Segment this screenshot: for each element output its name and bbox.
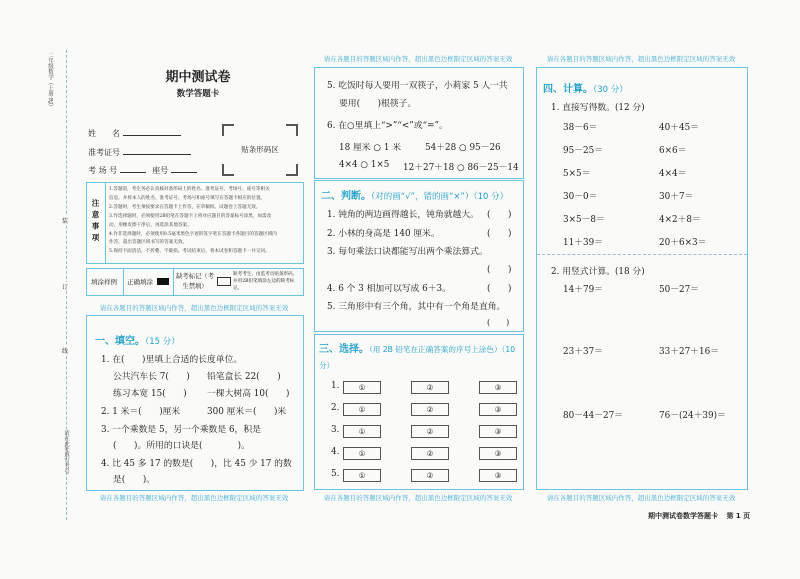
footer-page-number: 第 1 页 [726, 512, 751, 520]
section2-box [314, 180, 524, 332]
page-title: 期中测试卷 [165, 70, 231, 85]
choice-2-option-3[interactable]: ③ [479, 403, 517, 416]
binding-mark-2: 订 [62, 284, 69, 291]
notice-item: 作答，超出答题区域书写的答案无效。 [109, 240, 188, 246]
judge-item-3: 3. 每句乘法口诀都能写出两个乘法算式。 [327, 247, 488, 257]
direct-calc[interactable]: 40＋45＝ [659, 123, 699, 133]
choice-3-option-3[interactable]: ③ [479, 425, 517, 438]
filled-sample [157, 278, 169, 285]
answer-area-notice: 请在各题目的答题区域内作答，超出黑色边框限定区域的答案无效 [546, 55, 736, 63]
binding-side-text: 二年级数学（上册·RJ） [47, 52, 53, 110]
section3-box [314, 334, 524, 490]
section1-heading [95, 332, 180, 347]
direct-calc[interactable]: 5×5＝ [563, 169, 591, 179]
section1-box [86, 315, 304, 491]
choice-4-option-2[interactable]: ② [411, 447, 449, 460]
binding-mark-1: 装 [62, 218, 69, 225]
section1-heading-text: 一、填空。 [95, 336, 145, 347]
barcode-area [222, 124, 298, 176]
judge-item-4: 4. 6 个 3 相加可以写成 6＋3。 [327, 284, 451, 294]
direct-calc[interactable]: 30＋7＝ [659, 192, 694, 202]
page-subtitle: 数学答题卡 [176, 89, 220, 99]
answer-area-notice: 请在各题目的答题区域内作答，超出黑色边框限定区域的答案无效 [99, 304, 289, 312]
absent-label: 缺考标记（考生禁填） [176, 273, 214, 290]
choice-3-option-1[interactable]: ① [343, 425, 381, 438]
notice-list [109, 186, 301, 257]
binding-bottom-text: 请在此处填写考号 [63, 430, 69, 474]
judge-answer-3[interactable]: ( ) [487, 265, 512, 275]
calc-q1: 1. 直接写得数。(12 分) [551, 103, 645, 113]
vertical-calc[interactable]: 80－44－27＝ [563, 411, 623, 421]
answer-area-notice: 请在各题目的答题区域内作答，超出黑色边框限定区域的答案无效 [323, 494, 513, 502]
fill-q3-line1: 3. 一个乘数是 5，另一个乘数是 6，积是 [101, 425, 261, 435]
fill-q5-line2[interactable]: 要用( )根筷子。 [339, 99, 417, 109]
vertical-calc[interactable]: 23＋37＝ [563, 347, 603, 357]
choice-1-option-2[interactable]: ② [411, 381, 449, 394]
binding-mark-3: 线 [62, 348, 69, 355]
room-line[interactable] [120, 172, 146, 173]
choice-row-2-label: 2. [331, 403, 340, 413]
answer-area-notice: 请在各题目的答题区域内作答，超出黑色边框限定区域的答案无效 [323, 55, 513, 63]
judge-item-5: 5. 三角形中有三个角，其中有一个角是直角。 [327, 302, 506, 312]
direct-calc[interactable]: 95－25＝ [563, 146, 603, 156]
fill-q1d[interactable]: 一棵大树高 10( ) [207, 389, 290, 399]
fill-q1a[interactable]: 公共汽车长 7( ) [113, 372, 190, 382]
fill-q2a[interactable]: 2. 1 米＝( )厘米 [101, 407, 181, 417]
choice-row-3-label: 3. [331, 425, 340, 435]
compare-item-3[interactable]: 4×4 ○ 1×5 [339, 160, 390, 170]
direct-calc[interactable]: 30－0＝ [563, 192, 598, 202]
choice-row-4-label: 4. [331, 447, 340, 457]
fill-correct-label: 正确填涂 [127, 278, 153, 286]
section4-points: （30 分） [593, 85, 628, 95]
section1-continued-box [314, 67, 524, 179]
notice-title: 注意事项 [91, 199, 100, 245]
room-label: 考 场 号 [88, 166, 118, 175]
section4-box [536, 67, 748, 490]
choice-4-option-1[interactable]: ① [343, 447, 381, 460]
direct-calc[interactable]: 11＋39＝ [563, 238, 603, 248]
answer-area-notice: 请在各题目的答题区域内作答，超出黑色边框限定区域的答案无效 [546, 494, 736, 502]
choice-2-option-2[interactable]: ② [411, 403, 449, 416]
fill-q1: 1. 在( )里填上合适的长度单位。 [101, 355, 243, 365]
notice-item: 动，用橡皮擦干净后，再选涂其他答案。 [109, 222, 192, 228]
barcode-label: 贴条形码区 [241, 145, 279, 154]
absent-note: 缺考考生，由监考员贴条形码，并用2B铅笔填涂左边的缺考标记。 [233, 272, 298, 291]
calc-q2: 2. 用竖式计算。(18 分) [551, 267, 645, 277]
direct-calc[interactable]: 38－6＝ [563, 123, 598, 133]
room-field[interactable] [88, 165, 197, 176]
seat-line[interactable] [171, 172, 197, 173]
name-label: 姓 名 [88, 129, 120, 138]
notice-box [86, 182, 304, 264]
vertical-calc[interactable]: 33＋27＋16＝ [659, 347, 719, 357]
fill-q4-line2[interactable]: 是( )。 [113, 475, 156, 485]
fill-q1b[interactable]: 铅笔盒长 22( ) [207, 372, 281, 382]
judge-answer-4[interactable]: ( ) [487, 284, 512, 294]
compare-item-1[interactable]: 18 厘米 ○ 1 米 [339, 143, 402, 153]
notice-item: 信息，并将本人的姓名、准考证号、考场号和座号填写在答题卡相应的位置。 [109, 195, 266, 201]
divider [537, 254, 747, 255]
section3-points: （用 2B 铅笔在正确答案的序号上涂色）（10 分） [319, 345, 516, 370]
choice-4-option-3[interactable]: ③ [479, 447, 517, 460]
choice-1-option-1[interactable]: ① [343, 381, 381, 394]
absent-checkbox[interactable] [217, 277, 231, 286]
answer-area-notice: 请在各题目的答题区域内作答，超出黑色边框限定区域的答案无效 [99, 494, 289, 502]
notice-item: 1.答题前，考生务必认真核对条形码上的姓名、准考证号、考场号、座号等相关 [109, 187, 270, 192]
vertical-calc[interactable]: 14＋79＝ [563, 285, 603, 295]
name-field[interactable] [88, 128, 181, 139]
exam-number-label: 准考证号 [88, 148, 120, 157]
fill-q4-line1: 4. 比 45 多 17 的数是( )，比 45 少 17 的数 [101, 459, 292, 469]
section4-heading-text: 四、计算。 [543, 84, 593, 95]
compare-item-4[interactable]: 12＋27＋18 ○ 86－25－14 [403, 163, 519, 173]
notice-item: 5.保持卡面清洁，不折叠、不破损。考试结束后，将本试卷和答题卡一并交回。 [109, 249, 270, 255]
judge-answer-5[interactable]: ( ) [487, 318, 510, 327]
direct-calc[interactable]: 4×2＋8＝ [659, 215, 701, 225]
direct-calc[interactable]: 6×6＝ [659, 146, 687, 156]
section4-heading [543, 80, 628, 95]
choice-3-option-2[interactable]: ② [411, 425, 449, 438]
notice-item: 4.作非选择题时，必须使用0.5毫米黑色字迹的签字笔在答题卡各题目的答题区域内 [109, 231, 277, 237]
vertical-calc[interactable]: 50－27＝ [659, 285, 699, 295]
name-line[interactable] [123, 135, 181, 136]
footer [648, 511, 750, 521]
fill-example-box [86, 268, 304, 296]
seat-label: 座号 [152, 166, 169, 175]
fill-q3-line2[interactable]: ( )。所用的口诀是( )。 [113, 441, 250, 451]
direct-calc[interactable]: 3×5－8＝ [563, 215, 605, 225]
exam-number-line[interactable] [123, 154, 191, 155]
judge-answer-1[interactable]: ( ) [487, 210, 512, 220]
notice-item: 2.答题时，考生须按要求在答题卡上作答，在草稿纸、试题卷上答题无效。 [109, 204, 261, 210]
fill-q5-line1: 5. 吃饭时每人要用一双筷子，小莉家 5 人一共 [327, 81, 508, 91]
fill-example-label: 填涂样例 [91, 278, 117, 286]
fill-q2b[interactable]: 300 厘米＝( )米 [207, 407, 287, 417]
section3-heading [319, 342, 519, 374]
fill-q1c[interactable]: 练习本宽 15( ) [113, 389, 187, 399]
judge-answer-2[interactable]: ( ) [487, 229, 512, 239]
choice-row-1-label: 1. [331, 381, 340, 391]
exam-number-field[interactable] [88, 147, 191, 158]
footer-card-name: 期中测试卷数学答题卡 [648, 512, 718, 520]
choice-5-option-1[interactable]: ① [343, 469, 381, 482]
compare-item-2[interactable]: 54＋28 ○ 95－26 [425, 143, 501, 153]
section2-heading [321, 187, 508, 202]
choice-5-option-2[interactable]: ② [411, 469, 449, 482]
section2-heading-text: 二、判断。 [321, 191, 371, 202]
judge-item-2: 2. 小林的身高是 140 厘米。 [327, 229, 440, 239]
choice-1-option-3[interactable]: ③ [479, 381, 517, 394]
direct-calc[interactable]: 4×4＝ [659, 169, 687, 179]
choice-row-5-label: 5. [331, 469, 340, 479]
judge-item-1: 1. 钝角的两边画得越长，钝角就越大。 [327, 210, 479, 220]
choice-5-option-3[interactable]: ③ [479, 469, 517, 482]
section1-points: （15 分） [145, 337, 180, 347]
vertical-calc[interactable]: 76－(24＋39)＝ [659, 411, 726, 421]
section2-points: （对的画“√”，错的画“×”）（10 分） [371, 192, 509, 202]
fill-q6: 6. 在○里填上“>”“<”或“=”。 [327, 121, 448, 131]
choice-2-option-1[interactable]: ① [343, 403, 381, 416]
notice-item: 3.作选择题时，必须使用2B铅笔在答题卡上将对应题目的答案标号涂黑，如需改 [109, 213, 272, 219]
direct-calc[interactable]: 20＋6×3＝ [659, 238, 707, 248]
section3-heading-text: 三、选择。 [319, 344, 369, 355]
